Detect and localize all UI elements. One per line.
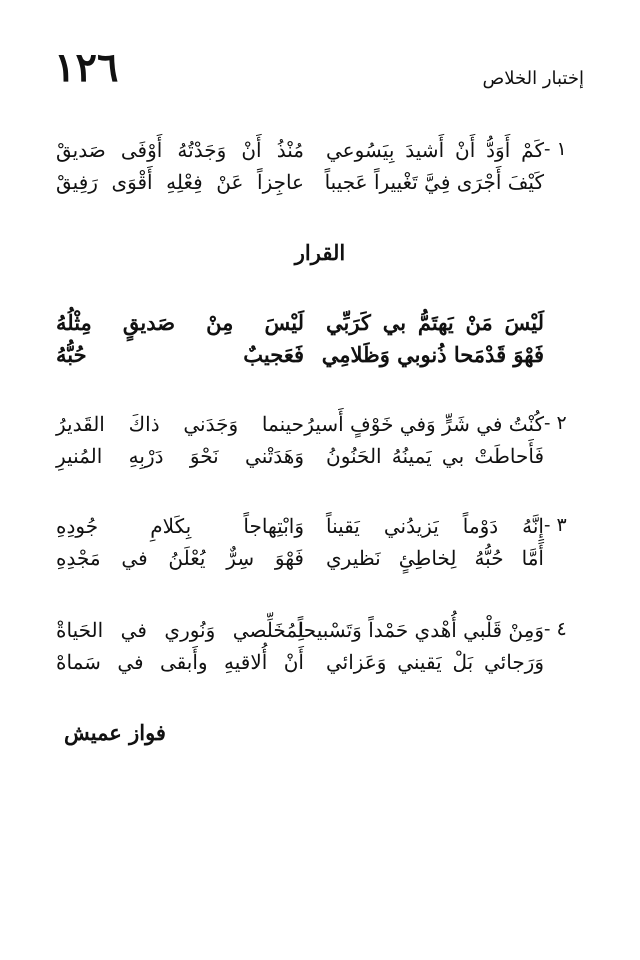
second-hemistich: لَيْسَ مِنْ صَديقٍ مِثْلُهُ	[56, 310, 304, 335]
verse-line	[56, 514, 584, 544]
verse-line	[56, 310, 584, 340]
first-hemistich: كَمْ أَوَدُّ أَنْ أَشيدَ بِيَسُوعي	[326, 138, 544, 162]
verse-line	[56, 412, 584, 442]
first-hemistich: فَأَحاطَتْ بي يَمينُهُ الحَنُونُ	[326, 444, 544, 468]
stanza-3	[56, 514, 584, 578]
chorus-title: القرار	[294, 240, 346, 265]
verse-line	[56, 170, 584, 200]
second-hemistich: عاجِزاً عَنْ فِعْلِهِ أَقْوَى رَفِيقْ	[56, 170, 304, 194]
first-hemistich: فَهْوَ قَدْمَحا ذُنوبي وَظَلامِي	[321, 342, 544, 367]
first-hemistich: وَرَجائي بَلْ يَقيني وَعَزائي	[326, 650, 544, 674]
chorus	[56, 310, 584, 374]
verse-line	[56, 138, 584, 168]
verse-line	[56, 546, 584, 576]
first-hemistich: إِنَّهُ دَوْماً يَزيدُني يَقيناً	[326, 514, 544, 538]
second-hemistich: وَابْتِهاجاً بِكَلامِ جُودِهِ	[56, 514, 304, 538]
first-hemistich: وَمِنْ قَلْبي أُهْدي حَمْداً وَتَسْبيحاً	[297, 618, 544, 642]
second-hemistich: لِمُخَلِّصي وَنُوري في الحَياةْ	[56, 618, 304, 642]
second-hemistich: فَهْوَ سِرٌّ يُعْلَنُ في مَجْدِهِ	[56, 546, 304, 570]
first-hemistich: كَيْفَ أَجْرَى فِيَّ تَغْييراً عَجيباً	[324, 170, 544, 194]
second-hemistich: أَنْ أُلاقيهِ وأَبقى في سَماهْ	[56, 650, 304, 674]
verse-line	[56, 650, 584, 680]
first-hemistich: كُنْتُ في شَرٍّ وَفي خَوْفٍ أَسيرُ	[304, 412, 544, 436]
stanza-1	[56, 138, 584, 202]
verse-line	[56, 444, 584, 474]
second-hemistich: وَهَدَتْني نَحْوَ دَرْبِهِ المُنيرِ	[56, 444, 304, 468]
first-hemistich: لَيْسَ مَنْ يَهتَمُّ بي كَرَبِّي	[326, 310, 544, 335]
verse-line	[56, 618, 584, 648]
first-hemistich: أَمَّا حُبُّهُ لِخاطِئٍ نَظيري	[326, 546, 544, 570]
verse-line	[56, 342, 584, 372]
page-number: ١٢٦	[54, 44, 119, 91]
running-header-title: إختبار الخلاص	[482, 68, 584, 89]
stanza-number: ٢ -	[544, 412, 567, 434]
second-hemistich: فَعَجيبٌ حُبُّهُ	[56, 342, 304, 367]
second-hemistich: مُنْذُ أَنْ وَجَدْتُهُ أَوْفَى صَديقْ	[56, 138, 304, 162]
stanza-2	[56, 412, 584, 476]
stanza-number: ٤ -	[544, 618, 567, 640]
stanza-4	[56, 618, 584, 682]
stanza-number: ١ -	[544, 138, 567, 160]
stanza-number: ٣ -	[544, 514, 567, 536]
second-hemistich: حينما وَجَدَني ذاكَ القَديرُ	[56, 412, 304, 436]
author-name: فواز عميش	[64, 720, 166, 745]
